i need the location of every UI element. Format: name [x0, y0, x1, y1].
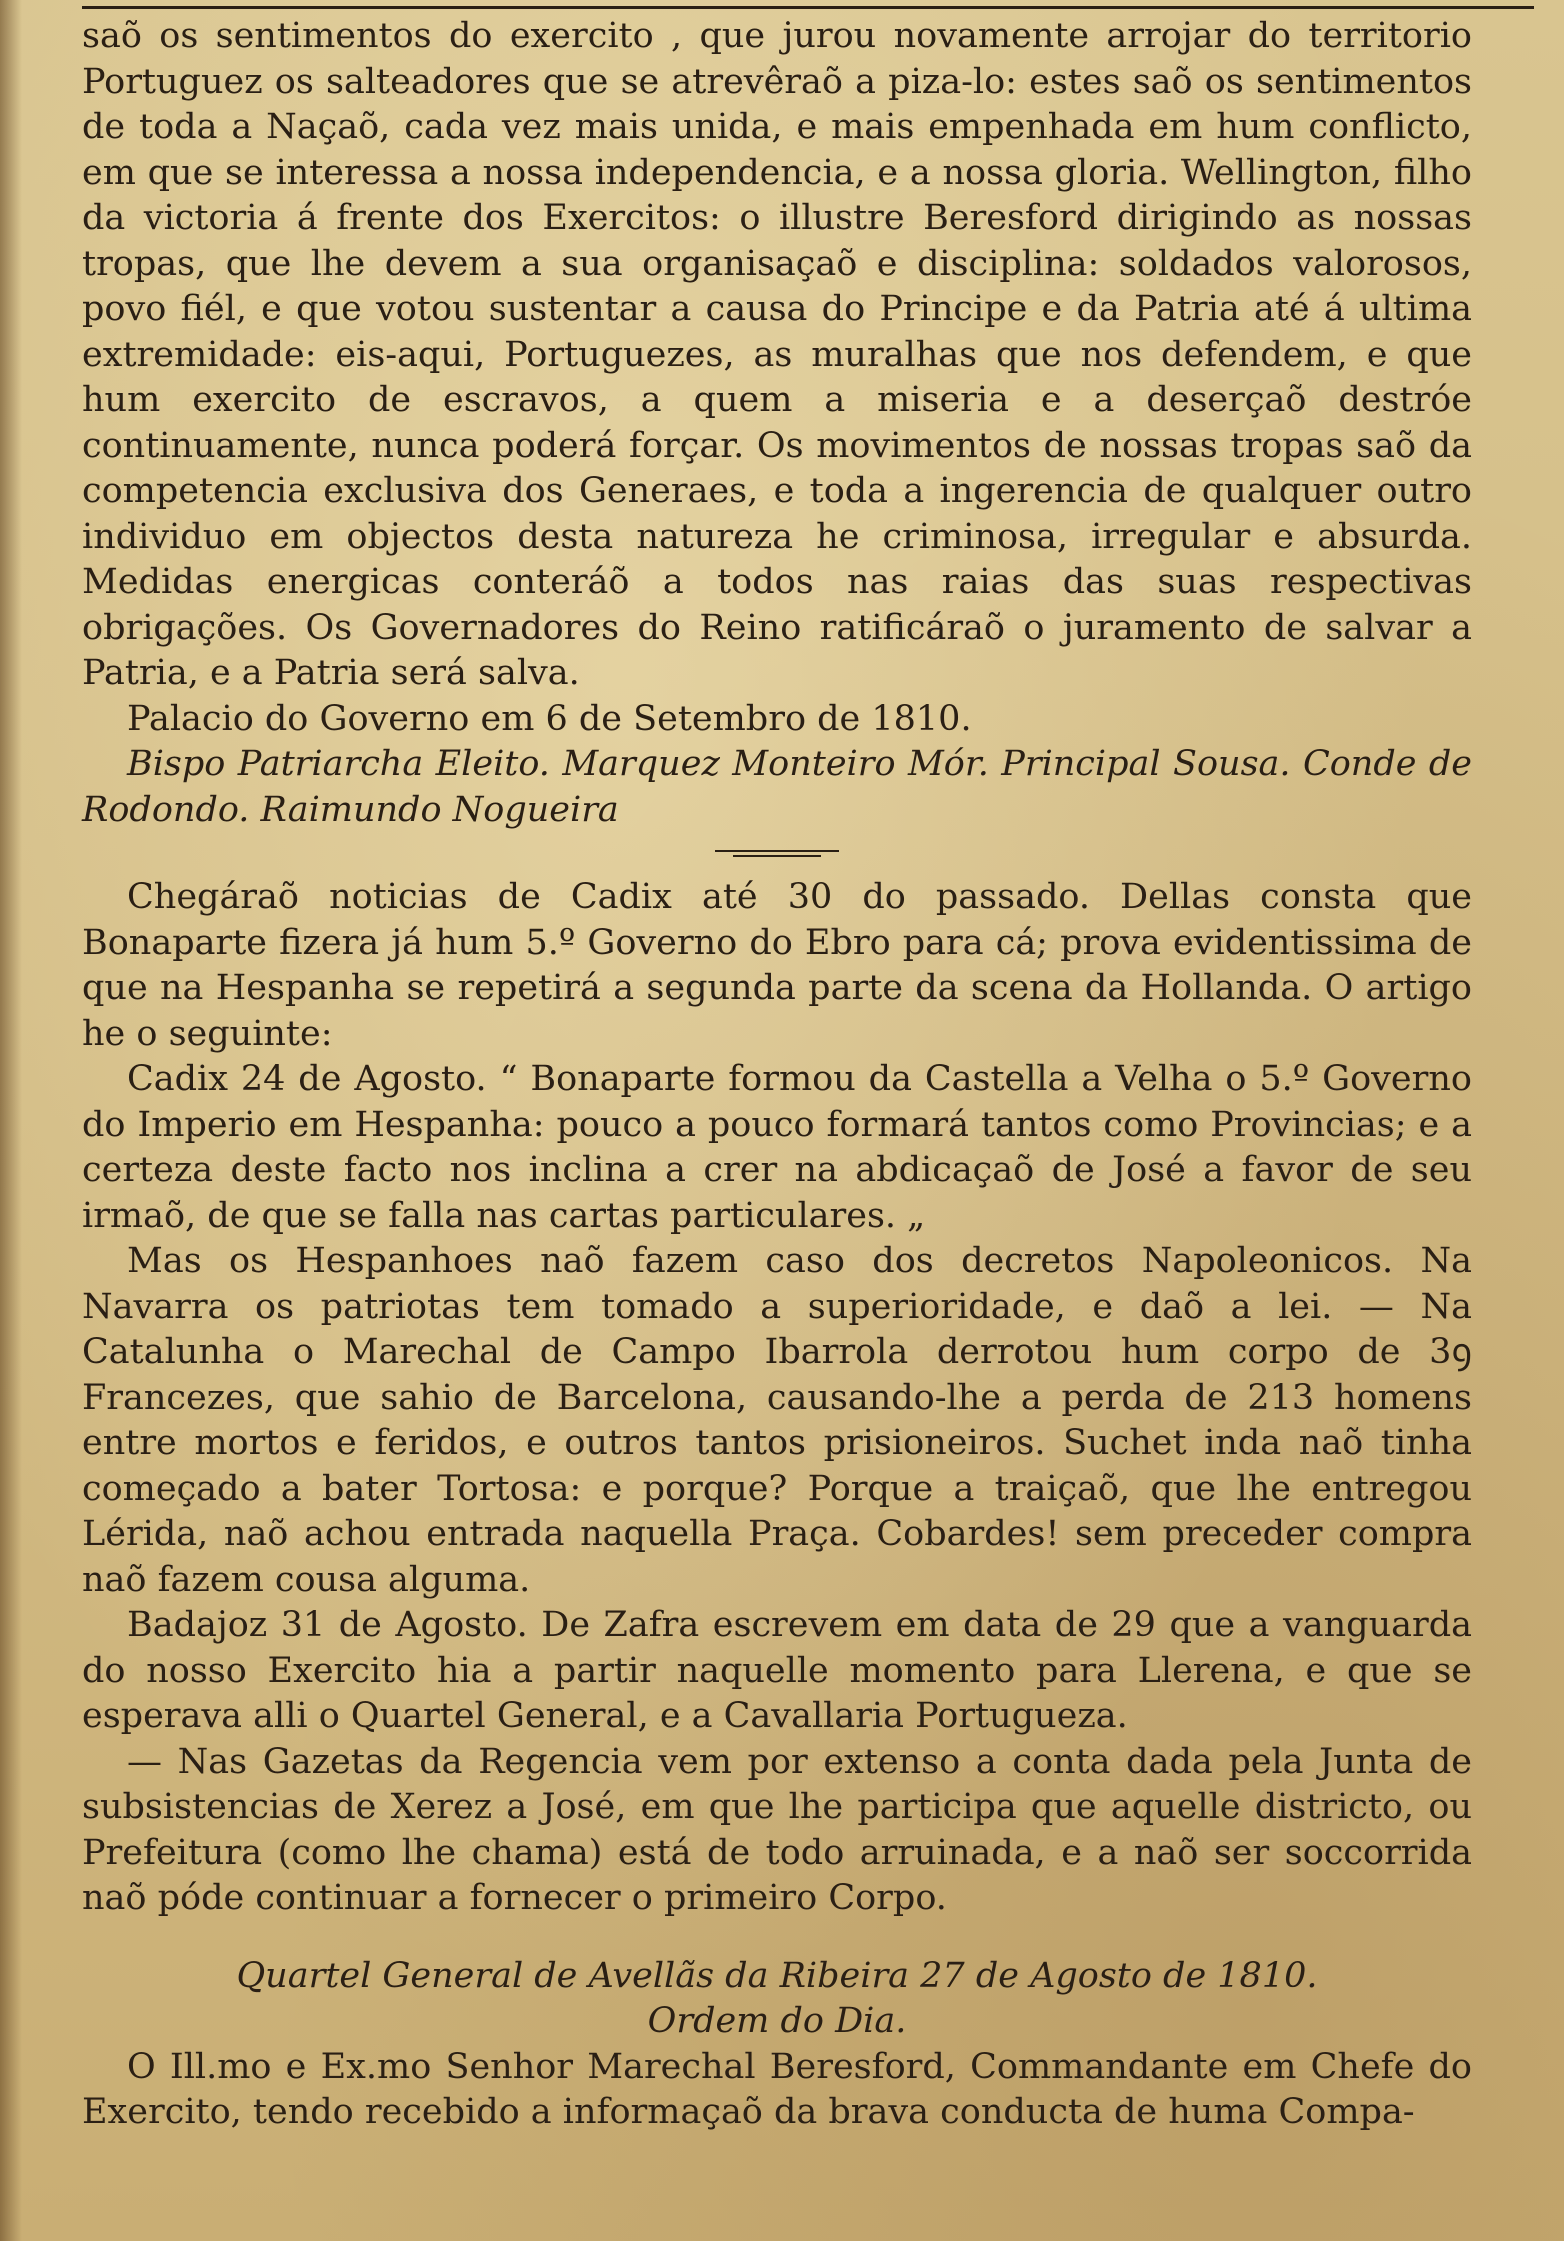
- news-paragraph-cadix-intro: Chegáraõ noticias de Cadix até 30 do passado. Dellas consta que Bonaparte fizera já hum 5.º Governo do Ebro para cá; prova evidentissima de que na Hespanha se repetirá a segunda parte da scena da Hollanda. O artigo he o seguinte:: [82, 877, 1472, 1054]
- page-shadow-edge: [0, 0, 22, 2241]
- hq-heading: Quartel General de Avellãs da Ribeira 27 de Agosto de 1810.: [236, 1955, 1318, 1996]
- news-paragraph-cadix-article: Cadix 24 de Agosto. “ Bonaparte formou da Castella a Velha o 5.º Governo do Imperio em Hespanha: pouco a pouco formará tantos como Provincias; e a certeza deste facto nos inclina a crer na abdicaçaõ de José a favor de seu irmaõ, de que se falla nas cartas particulares. „: [82, 1059, 1472, 1236]
- date-line: Palacio do Governo em 6 de Setembro de 1810.: [127, 698, 972, 739]
- news-paragraph-hespanhoes: Mas os Hespanhoes naõ fazem caso dos decretos Napoleonicos. Na Navarra os patriotas tem tomado a superioridade, e daõ a lei. — Na Catalunha o Marechal de Campo Ibarrola derrotou hum corpo de 3ꝯ Francezes, que sahio de Barcelona, causando-lhe a perda de 213 homens entre mortos e feridos, e outros tantos prisioneiros. Suchet inda naõ tinha começado a bater Tortosa: e porque? Porque a traiçaõ, que lhe entregou Lérida, naõ achou entrada naquella Praça. Cobardes! sem preceder compra naõ fazem cousa alguma.: [82, 1241, 1472, 1600]
- order-text: O Ill.mo e Ex.mo Senhor Marechal Beresford, Commandante em Chefe do Exercito, tendo recebido a informaçaõ da brava conducta de huma Compa-: [82, 2046, 1472, 2132]
- news-paragraph-badajoz: Badajoz 31 de Agosto. De Zafra escrevem em data de 29 que a vanguarda do nosso Exercito hia a partir naquelle momento para Llerena, e que se esperava alli o Quartel General, e a Cavallaria Portugueza.: [82, 1605, 1472, 1736]
- signatories: Bispo Patriarcha Eleito. Marquez Monteiro Mór. Principal Sousa. Conde de Rodondo. Raimundo Nogueira: [82, 744, 1472, 830]
- order-heading: Ordem do Dia.: [647, 2001, 907, 2041]
- proclamation-paragraph: saõ os sentimentos do exercito , que jurou novamente arrojar do territorio Portuguez os salteadores que se atrevêraõ a piza-lo: estes saõ os sentimentos de toda a Naçaõ, cada vez mais unida, e mais empenhada em hum conflicto, em que se interessa a nossa independencia, e a nossa gloria. Wellington, filho da victoria á frente dos Exercitos: o illustre Beresford dirigindo as nossas tropas, que lhe devem a sua organisaçaõ e disciplina: soldados valorosos, povo fiél, e que votou sustentar a causa do Principe e da Patria até á ultima extremidade: eis-aqui, Portuguezes, as muralhas que nos defendem, e que hum exercito de escravos, a quem a miseria e a deserçaõ destróe continuamente, nunca poderá forçar. Os movimentos de nossas tropas saõ da competencia exclusiva dos Generaes, e toda a ingerencia de qualquer outro individuo em objectos desta natureza he criminosa, irregular e absurda. Medidas energicas conteráõ a todos nas raias das suas respectivas obrigações. Os Governadores do Reino ratificáraõ o juramento de salvar a Patria, e a Patria será salva.: [82, 16, 1472, 693]
- section-divider: [715, 847, 839, 859]
- top-rule: [82, 6, 1534, 9]
- page-text: [82, 14, 1472, 2136]
- news-paragraph-gazetas: — Nas Gazetas da Regencia vem por extenso a conta dada pela Junta de subsistencias de Xerez a José, em que lhe participa que aquelle districto, ou Prefeitura (como lhe chama) está de todo arruinada, e a naõ ser soccorrida naõ póde continuar a fornecer o primeiro Corpo.: [82, 1741, 1472, 1918]
- spacer: [82, 1922, 1472, 1954]
